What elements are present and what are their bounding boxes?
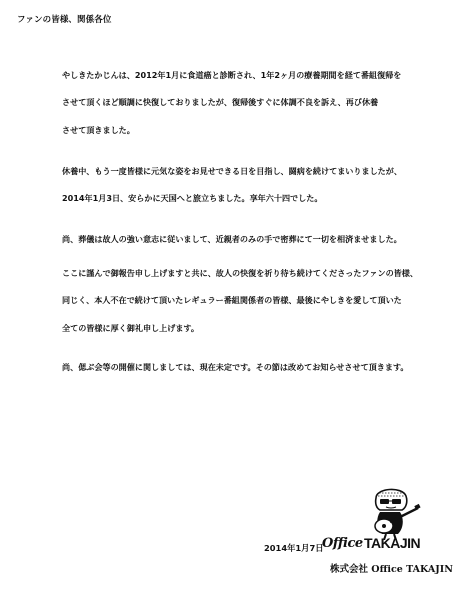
caricature-with-guitar-icon <box>362 484 422 540</box>
office-takajin-logo <box>322 484 452 556</box>
logo-script-office: Office <box>322 536 363 551</box>
body-line-9: 全ての皆様に厚く御礼申し上げます。 <box>62 323 199 333</box>
logo-name-takajin: TAKAJIN <box>364 535 421 551</box>
body-line-5: 2014年1月3日、安らかに天国へと旅立ちました。享年六十四でした。 <box>62 193 323 203</box>
body-line-3: させて頂きました。 <box>62 125 135 135</box>
salutation: ファンの皆様、関係各位 <box>17 15 112 25</box>
body-line-10: 尚、偲ぶ会等の開催に関しましては、現在未定です。その節は改めてお知らせさせて頂きます。 <box>62 362 409 372</box>
company-name: 株式会社 Office TAKAJIN <box>330 564 453 575</box>
letter-date: 2014年1月7日 <box>264 543 324 553</box>
body-line-2: させて頂くほど順調に快復しておりましたが、復帰後すぐに体調不良を訴え、再び休養 <box>62 97 379 107</box>
body-line-6: 尚、葬儀は故人の強い意志に従いまして、近親者のみの手で密葬にて一切を相済ませました。 <box>62 234 402 244</box>
body-line-4: 休養中、もう一度皆様に元気な姿をお見せできる日を目指し、闘病を続けてまいりましたが、 <box>62 166 402 176</box>
body-line-8: 同じく、本人不在で続けて頂いたレギュラー番組関係者の皆様、最後にやしきを愛して頂いた <box>62 295 402 305</box>
body-line-1: やしきたかじんは、2012年1月に食道癌と診断され、1年2ヶ月の療養期間を経て番組復帰を <box>62 70 402 80</box>
body-line-7: ここに謹んで御報告申し上げますと共に、故人の快復を祈り待ち続けてくださったファンの皆様、 <box>62 268 418 278</box>
